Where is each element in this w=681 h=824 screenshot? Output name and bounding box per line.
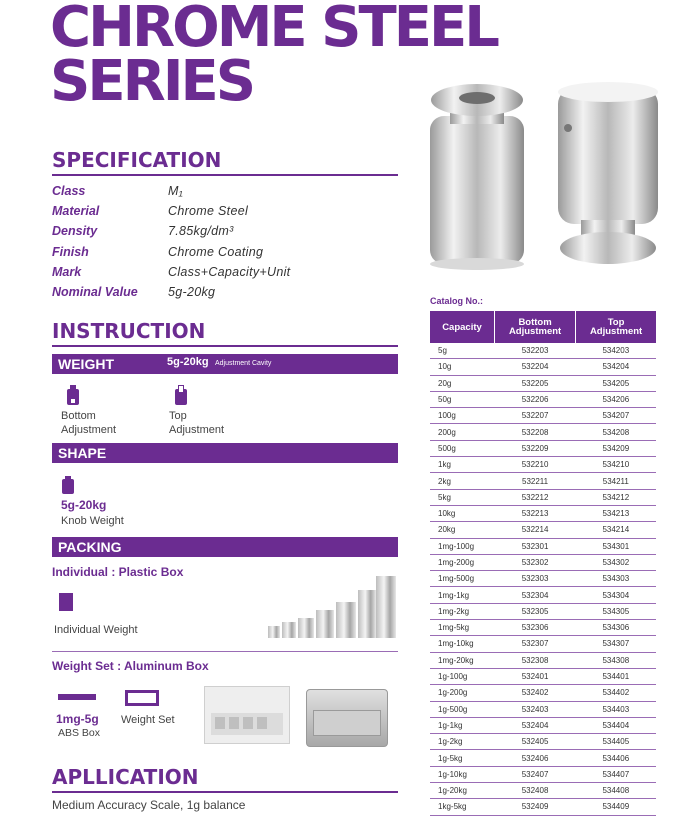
capacity-cell: 50g [430, 391, 495, 407]
spec-label-mark: Mark [52, 265, 82, 279]
capacity-cell: 2kg [430, 473, 495, 489]
table-row [430, 750, 656, 766]
top-label-line-2: Adjustment [169, 424, 225, 436]
capacity-cell: 20g [430, 375, 495, 391]
table-row [430, 554, 656, 570]
individual-packing-title: Individual : Plastic Box [52, 565, 184, 579]
top-adjustment-cell: 534306 [576, 620, 656, 636]
spec-label-density: Density [52, 224, 98, 238]
header-bottom-line-2: Adjustment [508, 326, 562, 337]
table-row [430, 473, 656, 489]
bottom-adjustment-cell: 532308 [495, 652, 576, 668]
bottom-adjustment-icon [66, 385, 80, 405]
knob-weight-icon [61, 476, 75, 494]
catalog-header-row [430, 311, 656, 343]
bottom-adjustment-weight-photo [422, 76, 532, 276]
capacity-cell: 1g-200g [430, 685, 495, 701]
spec-label-finish: Finish [52, 245, 89, 259]
top-adjustment-cell: 534401 [576, 668, 656, 684]
capacity-cell: 1g-500g [430, 701, 495, 717]
plastic-box-icon [59, 593, 73, 611]
top-adjustment-cell: 534204 [576, 359, 656, 375]
header-capacity: Capacity [430, 311, 495, 343]
header-top-line-2: Adjustment [589, 326, 643, 337]
table-row [430, 375, 656, 391]
table-row [430, 799, 656, 815]
table-row [430, 668, 656, 684]
shape-bar [52, 443, 398, 463]
capacity-cell: 1mg-500g [430, 571, 495, 587]
abs-box-icon [58, 694, 96, 700]
shape-range: 5g-20kg [61, 498, 107, 512]
bottom-adjustment-cell: 532304 [495, 587, 576, 603]
top-adjustment-cell: 534304 [576, 587, 656, 603]
top-adjustment-cell: 534307 [576, 636, 656, 652]
table-row [430, 391, 656, 407]
capacity-cell: 1mg-5kg [430, 620, 495, 636]
table-row [430, 408, 656, 424]
set-caption: Weight Set [121, 714, 175, 726]
packing-bar-title: PACKING [58, 539, 122, 555]
top-adjustment-cell: 534407 [576, 766, 656, 782]
bottom-adjustment-cell: 532403 [495, 701, 576, 717]
specification-divider [52, 174, 398, 176]
top-adjustment-cell: 534408 [576, 783, 656, 799]
table-row [430, 457, 656, 473]
application-divider [52, 791, 398, 793]
table-row [430, 701, 656, 717]
table-row [430, 440, 656, 456]
spec-value-nominal-value: 5g-20kg [168, 285, 216, 299]
capacity-cell: 100g [430, 408, 495, 424]
capacity-cell: 10g [430, 359, 495, 375]
table-row [430, 734, 656, 750]
instruction-heading: INSTRUCTION [52, 319, 206, 343]
table-row [430, 505, 656, 521]
spec-value-material: Chrome Steel [168, 204, 249, 218]
capacity-cell: 1kg-5kg [430, 799, 495, 815]
spec-value-finish: Chrome Coating [168, 245, 264, 259]
table-row [430, 685, 656, 701]
top-adjustment-cell: 534303 [576, 571, 656, 587]
individual-boxes-photo [268, 572, 396, 640]
table-row [430, 343, 656, 359]
bottom-adjustment-cell: 532207 [495, 408, 576, 424]
table-row [430, 571, 656, 587]
bottom-adjustment-cell: 532306 [495, 620, 576, 636]
bottom-adjustment-cell: 532212 [495, 489, 576, 505]
open-weight-set-photo [204, 686, 290, 744]
table-row [430, 489, 656, 505]
table-row [430, 636, 656, 652]
spec-value-density: 7.85kg/dm³ [168, 224, 234, 238]
weight-range: 5g-20kg [167, 356, 209, 368]
capacity-cell: 10kg [430, 505, 495, 521]
bottom-adjustment-cell: 532214 [495, 522, 576, 538]
individual-caption: Individual Weight [54, 624, 138, 636]
capacity-cell: 1mg-200g [430, 554, 495, 570]
table-row [430, 587, 656, 603]
table-row [430, 783, 656, 799]
bottom-adjustment-cell: 532305 [495, 603, 576, 619]
bottom-adjustment-cell: 532208 [495, 424, 576, 440]
catalog-label: Catalog No.: [430, 296, 483, 306]
bottom-adjustment-cell: 532408 [495, 783, 576, 799]
bottom-adjustment-cell: 532401 [495, 668, 576, 684]
application-text: Medium Accuracy Scale, 1g balance [52, 798, 246, 812]
spec-label-material: Material [52, 204, 100, 218]
instruction-divider [52, 345, 398, 347]
top-adjustment-cell: 534301 [576, 538, 656, 554]
bottom-adjustment-cell: 532211 [495, 473, 576, 489]
capacity-cell: 500g [430, 440, 495, 456]
bottom-label-line-1: Bottom [61, 410, 96, 422]
weight-set-box-icon [125, 690, 159, 706]
capacity-cell: 1mg-10kg [430, 636, 495, 652]
top-adjustment-cell: 534404 [576, 717, 656, 733]
top-adjustment-cell: 534213 [576, 505, 656, 521]
abs-range: 1mg-5g [56, 712, 99, 726]
header-bottom-line-1: Bottom [518, 317, 552, 328]
capacity-cell: 1mg-2kg [430, 603, 495, 619]
table-row [430, 522, 656, 538]
table-row [430, 717, 656, 733]
top-adjustment-cell: 534405 [576, 734, 656, 750]
bottom-adjustment-cell: 532205 [495, 375, 576, 391]
spec-label-nominal-value: Nominal Value [52, 285, 138, 299]
catalog-table [430, 311, 656, 816]
table-row [430, 424, 656, 440]
table-row [430, 620, 656, 636]
header-top-line-1: Top [607, 317, 625, 328]
packing-bar [52, 537, 398, 557]
capacity-cell: 5kg [430, 489, 495, 505]
page-title-line-1: CHROME STEEL [50, 0, 497, 60]
bottom-adjustment-cell: 532210 [495, 457, 576, 473]
bottom-adjustment-cell: 532303 [495, 571, 576, 587]
page-title-line-2: SERIES [50, 49, 254, 114]
bottom-label-line-2: Adjustment [61, 424, 117, 436]
weight-bar [52, 354, 398, 374]
top-adjustment-icon [174, 385, 188, 405]
header-top-adjustment [576, 311, 656, 343]
bottom-adjustment-cell: 532406 [495, 750, 576, 766]
table-row [430, 603, 656, 619]
top-adjustment-weight-photo [553, 80, 663, 270]
capacity-cell: 1mg-100g [430, 538, 495, 554]
top-adjustment-cell: 534214 [576, 522, 656, 538]
top-adjustment-cell: 534210 [576, 457, 656, 473]
capacity-cell: 1g-20kg [430, 783, 495, 799]
shape-bar-title: SHAPE [58, 445, 107, 461]
capacity-cell: 1mg-20kg [430, 652, 495, 668]
top-adjustment-cell: 534203 [576, 343, 656, 359]
bottom-adjustment-cell: 532404 [495, 717, 576, 733]
top-adjustment-cell: 534403 [576, 701, 656, 717]
top-adjustment-cell: 534302 [576, 554, 656, 570]
top-adjustment-cell: 534211 [576, 473, 656, 489]
capacity-cell: 1g-5kg [430, 750, 495, 766]
capacity-cell: 1g-1kg [430, 717, 495, 733]
bottom-adjustment-cell: 532204 [495, 359, 576, 375]
table-row [430, 766, 656, 782]
capacity-cell: 1kg [430, 457, 495, 473]
top-adjustment-cell: 534402 [576, 685, 656, 701]
bottom-adjustment-cell: 532402 [495, 685, 576, 701]
top-adjustment-cell: 534212 [576, 489, 656, 505]
capacity-cell: 200g [430, 424, 495, 440]
capacity-cell: 20kg [430, 522, 495, 538]
bottom-adjustment-cell: 532307 [495, 636, 576, 652]
table-row [430, 538, 656, 554]
bottom-adjustment-cell: 532407 [495, 766, 576, 782]
top-adjustment-cell: 534409 [576, 799, 656, 815]
table-row [430, 652, 656, 668]
top-adjustment-cell: 534209 [576, 440, 656, 456]
top-adjustment-cell: 534308 [576, 652, 656, 668]
bottom-adjustment-cell: 532213 [495, 505, 576, 521]
spec-value-class: M₁ [168, 184, 183, 198]
weight-bar-title: WEIGHT [58, 356, 114, 372]
specification-heading: SPECIFICATION [52, 148, 222, 172]
spec-value-mark: Class+Capacity+Unit [168, 265, 291, 279]
bottom-adjustment-cell: 532405 [495, 734, 576, 750]
bottom-adjustment-cell: 532301 [495, 538, 576, 554]
capacity-cell: 1g-100g [430, 668, 495, 684]
capacity-cell: 1g-10kg [430, 766, 495, 782]
weight-set-title: Weight Set : Aluminum Box [52, 659, 209, 673]
spec-label-class: Class [52, 184, 86, 198]
bottom-adjustment-cell: 532302 [495, 554, 576, 570]
weight-note: Adjustment Cavity [215, 360, 272, 367]
bottom-adjustment-cell: 532409 [495, 799, 576, 815]
bottom-adjustment-cell: 532209 [495, 440, 576, 456]
shape-caption: Knob Weight [61, 515, 124, 527]
table-row [430, 359, 656, 375]
bottom-adjustment-cell: 532206 [495, 391, 576, 407]
header-bottom-adjustment [495, 311, 576, 343]
top-adjustment-cell: 534205 [576, 375, 656, 391]
packing-divider [52, 651, 398, 652]
top-label-line-1: Top [169, 410, 187, 422]
bottom-adjustment-cell: 532203 [495, 343, 576, 359]
aluminum-case-photo [306, 689, 388, 747]
top-adjustment-cell: 534206 [576, 391, 656, 407]
top-adjustment-cell: 534208 [576, 424, 656, 440]
top-adjustment-cell: 534406 [576, 750, 656, 766]
abs-caption: ABS Box [58, 727, 101, 739]
capacity-cell: 1g-2kg [430, 734, 495, 750]
top-adjustment-cell: 534305 [576, 603, 656, 619]
top-adjustment-cell: 534207 [576, 408, 656, 424]
application-heading: APLLICATION [52, 765, 199, 789]
capacity-cell: 1mg-1kg [430, 587, 495, 603]
capacity-cell: 5g [430, 343, 495, 359]
